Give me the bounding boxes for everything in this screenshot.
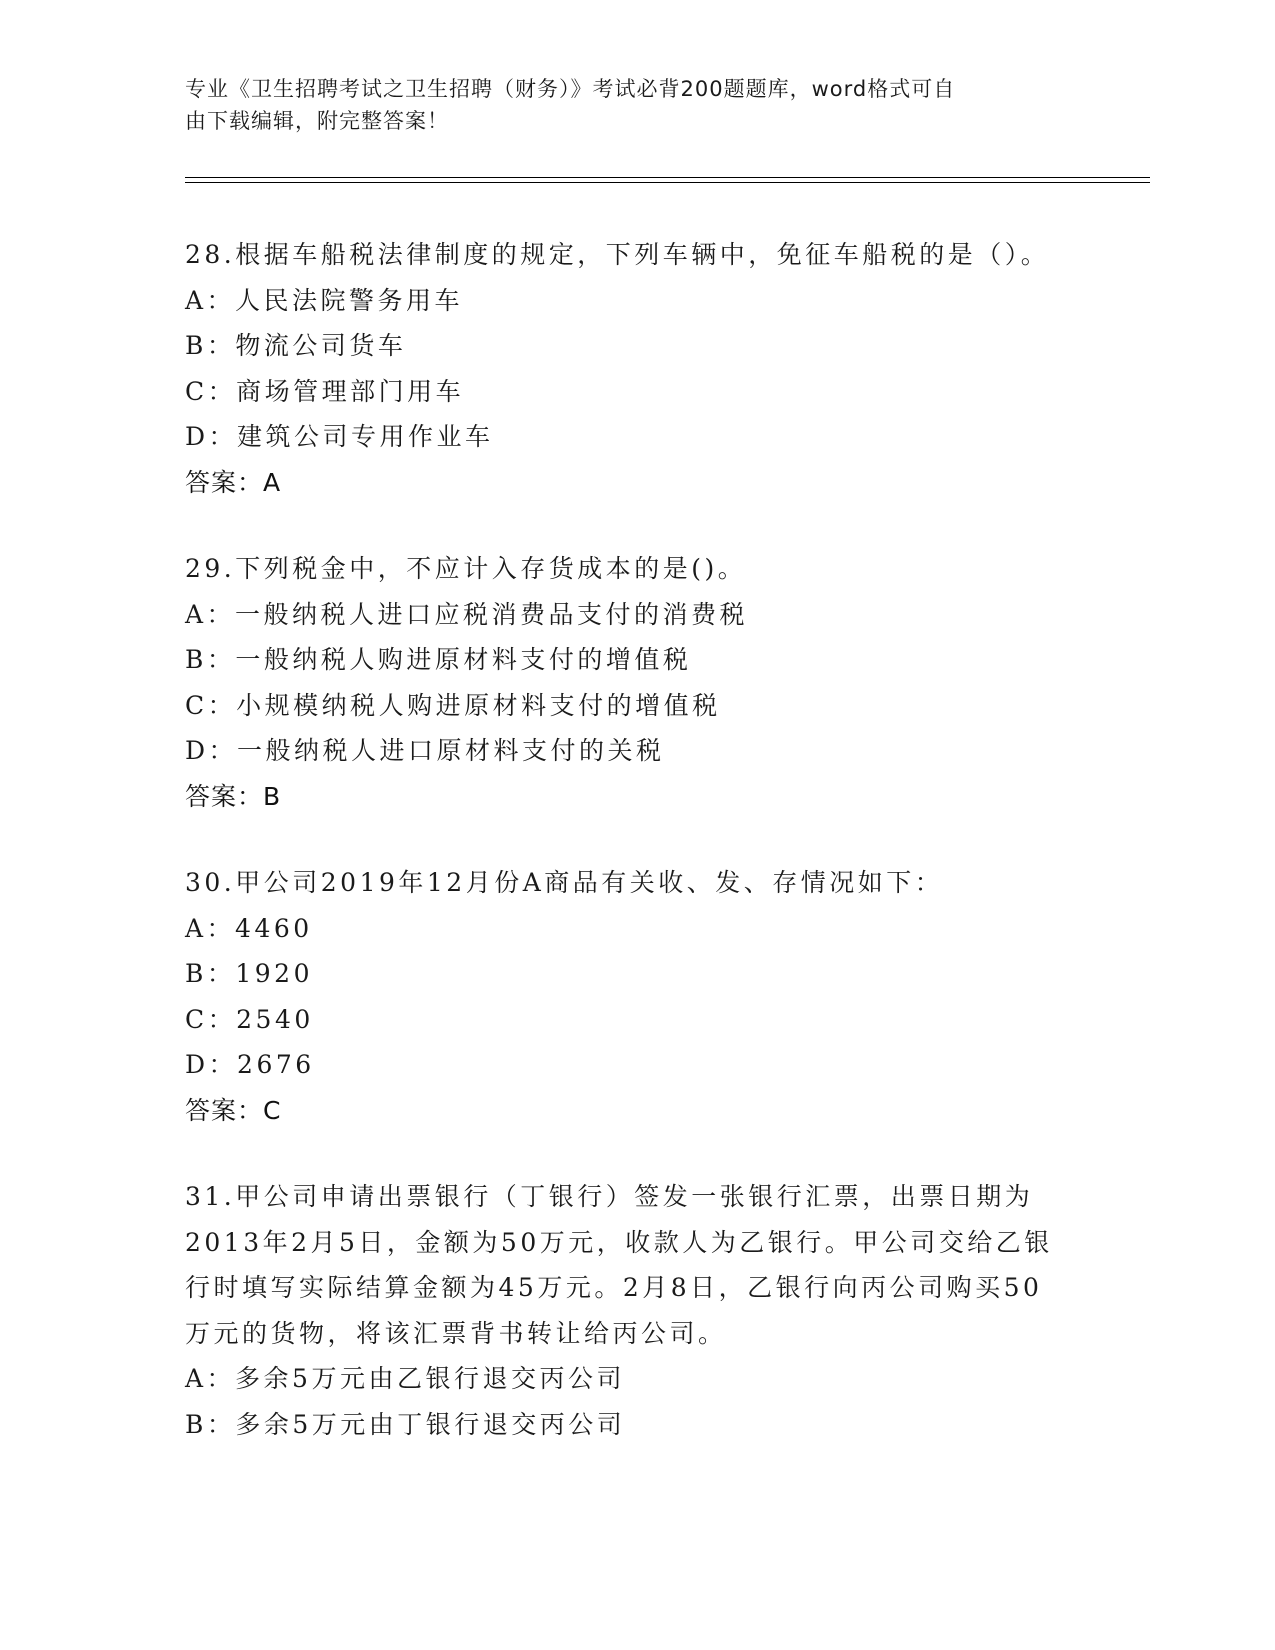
option-b: B：一般纳税人购进原材料支付的增值税 (185, 645, 692, 674)
question-stem (185, 1174, 1085, 1356)
header-line-2: 由下载编辑，附完整答案！ (185, 109, 449, 133)
stem-line: 万元的货物，将该汇票背书转让给丙公司。 (185, 1318, 727, 1348)
header-line-1: 专业《卫生招聘考试之卫生招聘（财务）》考试必背200题题库，word格式可自 (185, 77, 956, 101)
header-divider-top (185, 177, 1150, 178)
question-29 (185, 546, 1085, 819)
question-28 (185, 232, 1085, 505)
option-a: A：人民法院警务用车 (185, 285, 464, 315)
option-b: B：多余5万元由丁银行退交丙公司 (185, 1409, 626, 1439)
option-d: D：建筑公司专用作业车 (185, 422, 494, 451)
stem-line: 28.根据车船税法律制度的规定，下列车辆中，免征车船税的是（）。 (185, 240, 1050, 269)
stem-line: 31.甲公司申请出票银行（丁银行）签发一张银行汇票，出票日期为 (185, 1182, 1034, 1211)
document-header (185, 73, 1085, 137)
stem-line: 2013年2月5日，金额为50万元，收款人为乙银行。甲公司交给乙银 (185, 1227, 1053, 1257)
question-31 (185, 1174, 1085, 1447)
option-c: C：小规模纳税人购进原材料支付的增值税 (185, 690, 721, 720)
option-a: A：4460 (185, 913, 313, 943)
option-d: D：2676 (185, 1050, 315, 1079)
question-stem (185, 232, 1085, 278)
option-a: A：一般纳税人进口应税消费品支付的消费税 (185, 599, 749, 629)
question-stem (185, 860, 1085, 906)
answer-line: 答案：B (185, 781, 282, 811)
stem-line: 30.甲公司2019年12月份A商品有关收、发、存情况如下： (185, 868, 944, 897)
question-30 (185, 860, 1085, 1133)
question-list (185, 232, 1085, 1488)
stem-line: 行时填写实际结算金额为45万元。2月8日，乙银行向丙公司购买50 (185, 1273, 1043, 1302)
option-d: D：一般纳税人进口原材料支付的关税 (185, 736, 665, 765)
question-stem (185, 546, 1085, 592)
answer-line: 答案：C (185, 1095, 282, 1125)
option-b: B：1920 (185, 959, 313, 988)
option-a: A：多余5万元由乙银行退交丙公司 (185, 1364, 625, 1393)
answer-line: 答案：A (185, 467, 282, 497)
stem-line: 29.下列税金中，不应计入存货成本的是()。 (185, 554, 747, 583)
header-divider-bottom (185, 182, 1150, 183)
option-c: C：2540 (185, 1004, 314, 1034)
option-c: C：商场管理部门用车 (185, 376, 465, 406)
option-b: B：物流公司货车 (185, 331, 407, 360)
